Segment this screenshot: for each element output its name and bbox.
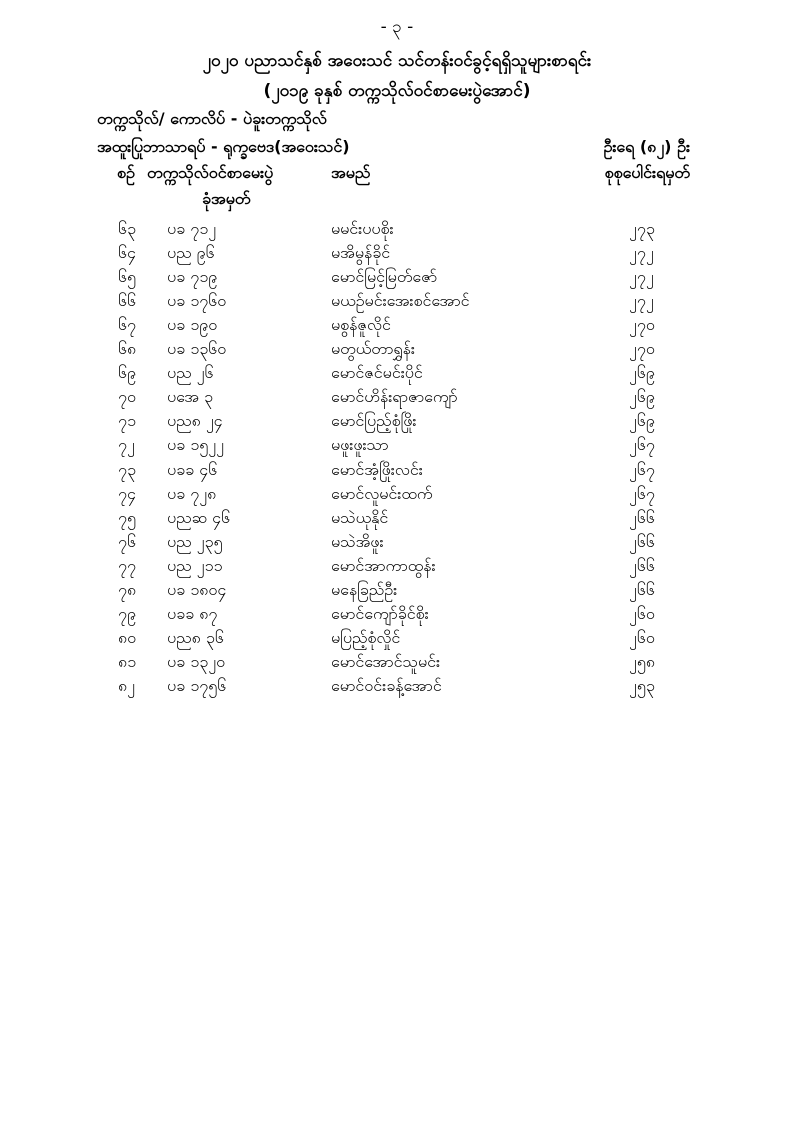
table-row — [0, 434, 794, 460]
table-row — [0, 362, 794, 388]
roll-number: ပည၈ ၂၄ — [167, 411, 223, 431]
roll-number: ပခခ ၈၇ — [167, 603, 218, 623]
total-marks: ၂၅၈ — [629, 651, 655, 671]
roll-number: ပခ ၇၁၂ — [167, 219, 217, 238]
table-row — [0, 242, 794, 268]
column-header-roll: တက္ကသိုလ်ဝင်စာမေးပွဲ — [147, 163, 274, 182]
total-marks: ၂၇၂ — [629, 291, 654, 311]
row-number: ၈၂ — [118, 675, 135, 695]
student-name: မတွယ်တာရွှန်း — [331, 339, 415, 359]
roll-number: ပခ ၁၈၀၄ — [167, 579, 227, 599]
table-row — [0, 531, 794, 557]
total-marks: ၂၆၉ — [629, 387, 655, 407]
total-marks: ၂၆၆ — [629, 531, 655, 551]
row-number: ၆၅ — [118, 267, 136, 287]
student-name: မောင်ပြည့်စုံဖြိုး — [331, 411, 417, 431]
roll-number: ပခ ၇၂၈ — [167, 483, 217, 503]
table-row — [0, 338, 794, 364]
table-row — [0, 266, 794, 292]
student-name: မဖူးဖူးသာ — [331, 435, 389, 455]
column-header-roll-line2: ခုံအမှတ် — [202, 189, 251, 208]
student-name: မမင်းပပစိုး — [331, 219, 394, 238]
table-row — [0, 410, 794, 436]
student-name: မောင်အံ့ဖြိုးလင်း — [331, 459, 423, 479]
roll-number: ပခ ၁၇၅၆ — [167, 675, 227, 695]
student-name: မသဲယုနိုင် — [331, 507, 389, 527]
student-name: မယဉ်မင်းအေးစင်အောင် — [331, 291, 470, 311]
roll-number: ပအေ ၃ — [167, 387, 213, 407]
document-subtitle: (၂၀၁၉ ခုနှစ် တက္ကသိုလ်ဝင်စာမေးပွဲအောင်) — [263, 81, 531, 101]
total-marks: ၂၆၀ — [629, 627, 655, 647]
total-marks: ၂၆၇ — [629, 483, 655, 503]
roll-number: ပခ ၁၃၂၀ — [167, 651, 226, 671]
table-row — [0, 314, 794, 340]
student-name: မောင်လူမင်းထက် — [331, 483, 433, 503]
roll-number: ပည၈ ၃၆ — [167, 627, 224, 647]
total-marks: ၂၆၉ — [629, 363, 655, 383]
table-row — [0, 579, 794, 605]
row-number: ၇၆ — [118, 531, 136, 551]
row-number: ၇၃ — [118, 459, 136, 479]
table-row — [0, 507, 794, 533]
table-row — [0, 386, 794, 412]
roll-number: ပခ ၇၁၉ — [167, 267, 218, 287]
table-row — [0, 290, 794, 316]
total-marks: ၂၆၇ — [629, 435, 655, 455]
student-name: မောင်အောင်သူမင်း — [331, 651, 441, 671]
row-number: ၇၅ — [118, 507, 136, 527]
row-number: ၇၉ — [118, 603, 136, 623]
major-line: အထူးပြုဘာသာရပ် - ရုက္ခဗေဒ(အဝေးသင်) — [97, 137, 350, 156]
total-marks: ၂၆၉ — [629, 411, 655, 431]
row-number: ၇၂ — [118, 435, 135, 455]
student-name: မောင်ဝင်းခန့်အောင် — [331, 675, 442, 695]
student-name: မောင်အာကာထွန်း — [331, 555, 436, 575]
row-number: ၈၀ — [118, 627, 137, 647]
row-number: ၇၀ — [118, 387, 136, 407]
roll-number: ပည ၂၁၁ — [167, 555, 223, 575]
row-number: ၈၁ — [118, 651, 137, 671]
student-name: မနေခြည်ဦး — [331, 579, 398, 599]
row-number: ၆၄ — [118, 243, 136, 263]
row-number: ၆၈ — [118, 339, 137, 359]
table-row — [0, 555, 794, 581]
page-number: - ၃ - — [380, 17, 414, 37]
student-name: မောင်ဟိန်းရာဇာကျော် — [331, 387, 458, 407]
row-number: ၇၇ — [118, 555, 136, 575]
student-name: မောင်ကျော်ခိုင်စိုး — [331, 603, 429, 623]
roll-number: ပခ ၁၉၀ — [167, 315, 218, 335]
row-number: ၇၁ — [118, 411, 136, 431]
table-row — [0, 603, 794, 629]
row-number: ၇၈ — [118, 579, 137, 599]
total-marks: ၂၆၀ — [629, 603, 655, 623]
row-number: ၆၃ — [118, 219, 136, 238]
row-number: ၇၄ — [118, 483, 136, 503]
total-marks: ၂၇၃ — [629, 219, 655, 238]
department-line: တက္ကသိုလ်/ ကောလိပ် - ပဲခူးတက္ကသိုလ် — [97, 109, 327, 128]
roll-number: ပညဆ ၄၆ — [167, 507, 231, 527]
total-marks: ၂၆၆ — [629, 579, 655, 599]
roll-number: ပည ၂၆ — [167, 363, 214, 383]
roll-number: ပည ၂၃၅ — [167, 531, 223, 551]
table-row — [0, 483, 794, 509]
total-marks: ၂၆၆ — [629, 507, 655, 527]
student-name: မောင်ဇင်မင်းပိုင် — [331, 363, 423, 383]
roll-number: ပခခ ၄၆ — [167, 459, 218, 479]
column-header-marks: စုစုပေါင်းရမှတ် — [604, 163, 690, 182]
table-row — [0, 675, 794, 701]
row-number: ၆၆ — [118, 291, 136, 311]
student-name: မအိမွန်ခိုင် — [331, 243, 391, 263]
table-row — [0, 627, 794, 653]
total-marks: ၂၆၇ — [629, 459, 655, 479]
row-number: ၆၇ — [118, 315, 136, 335]
quota-label: ဦးရေ (၈၂) ဦး — [603, 137, 690, 156]
total-marks: ၂၇၀ — [629, 315, 655, 335]
total-marks: ၂၆၆ — [629, 555, 655, 575]
roll-number: ပခ ၁၇၆၀ — [167, 291, 227, 311]
student-name: မသဲအိဖူး — [331, 531, 384, 551]
table-row — [0, 651, 794, 677]
roll-number: ပည ၉၆ — [167, 243, 215, 263]
column-header-name: အမည် — [331, 163, 371, 182]
total-marks: ၂၇၂ — [629, 267, 654, 287]
row-number: ၆၉ — [118, 363, 136, 383]
student-name: မပြည့်စုံလှိုင် — [331, 627, 401, 647]
student-name: မစွန်ဇူလိုင် — [331, 315, 391, 335]
table-row — [0, 459, 794, 485]
column-header-no: စဉ် — [117, 163, 135, 182]
total-marks: ၂၇၀ — [629, 339, 655, 359]
table-row — [0, 218, 794, 244]
roll-number: ပခ ၁၃၆၀ — [167, 339, 227, 359]
total-marks: ၂၅၃ — [629, 675, 655, 695]
roll-number: ပခ ၁၅၂၂ — [167, 435, 224, 455]
total-marks: ၂၇၂ — [629, 243, 654, 263]
student-name: မောင်မြင့်မြတ်ဇော် — [331, 267, 438, 287]
document-title: ၂၀၂၀ ပညာသင်နှစ် အဝေးသင် သင်တန်းဝင်ခွင့်ရရှိသူများစာရင်း — [202, 51, 592, 71]
